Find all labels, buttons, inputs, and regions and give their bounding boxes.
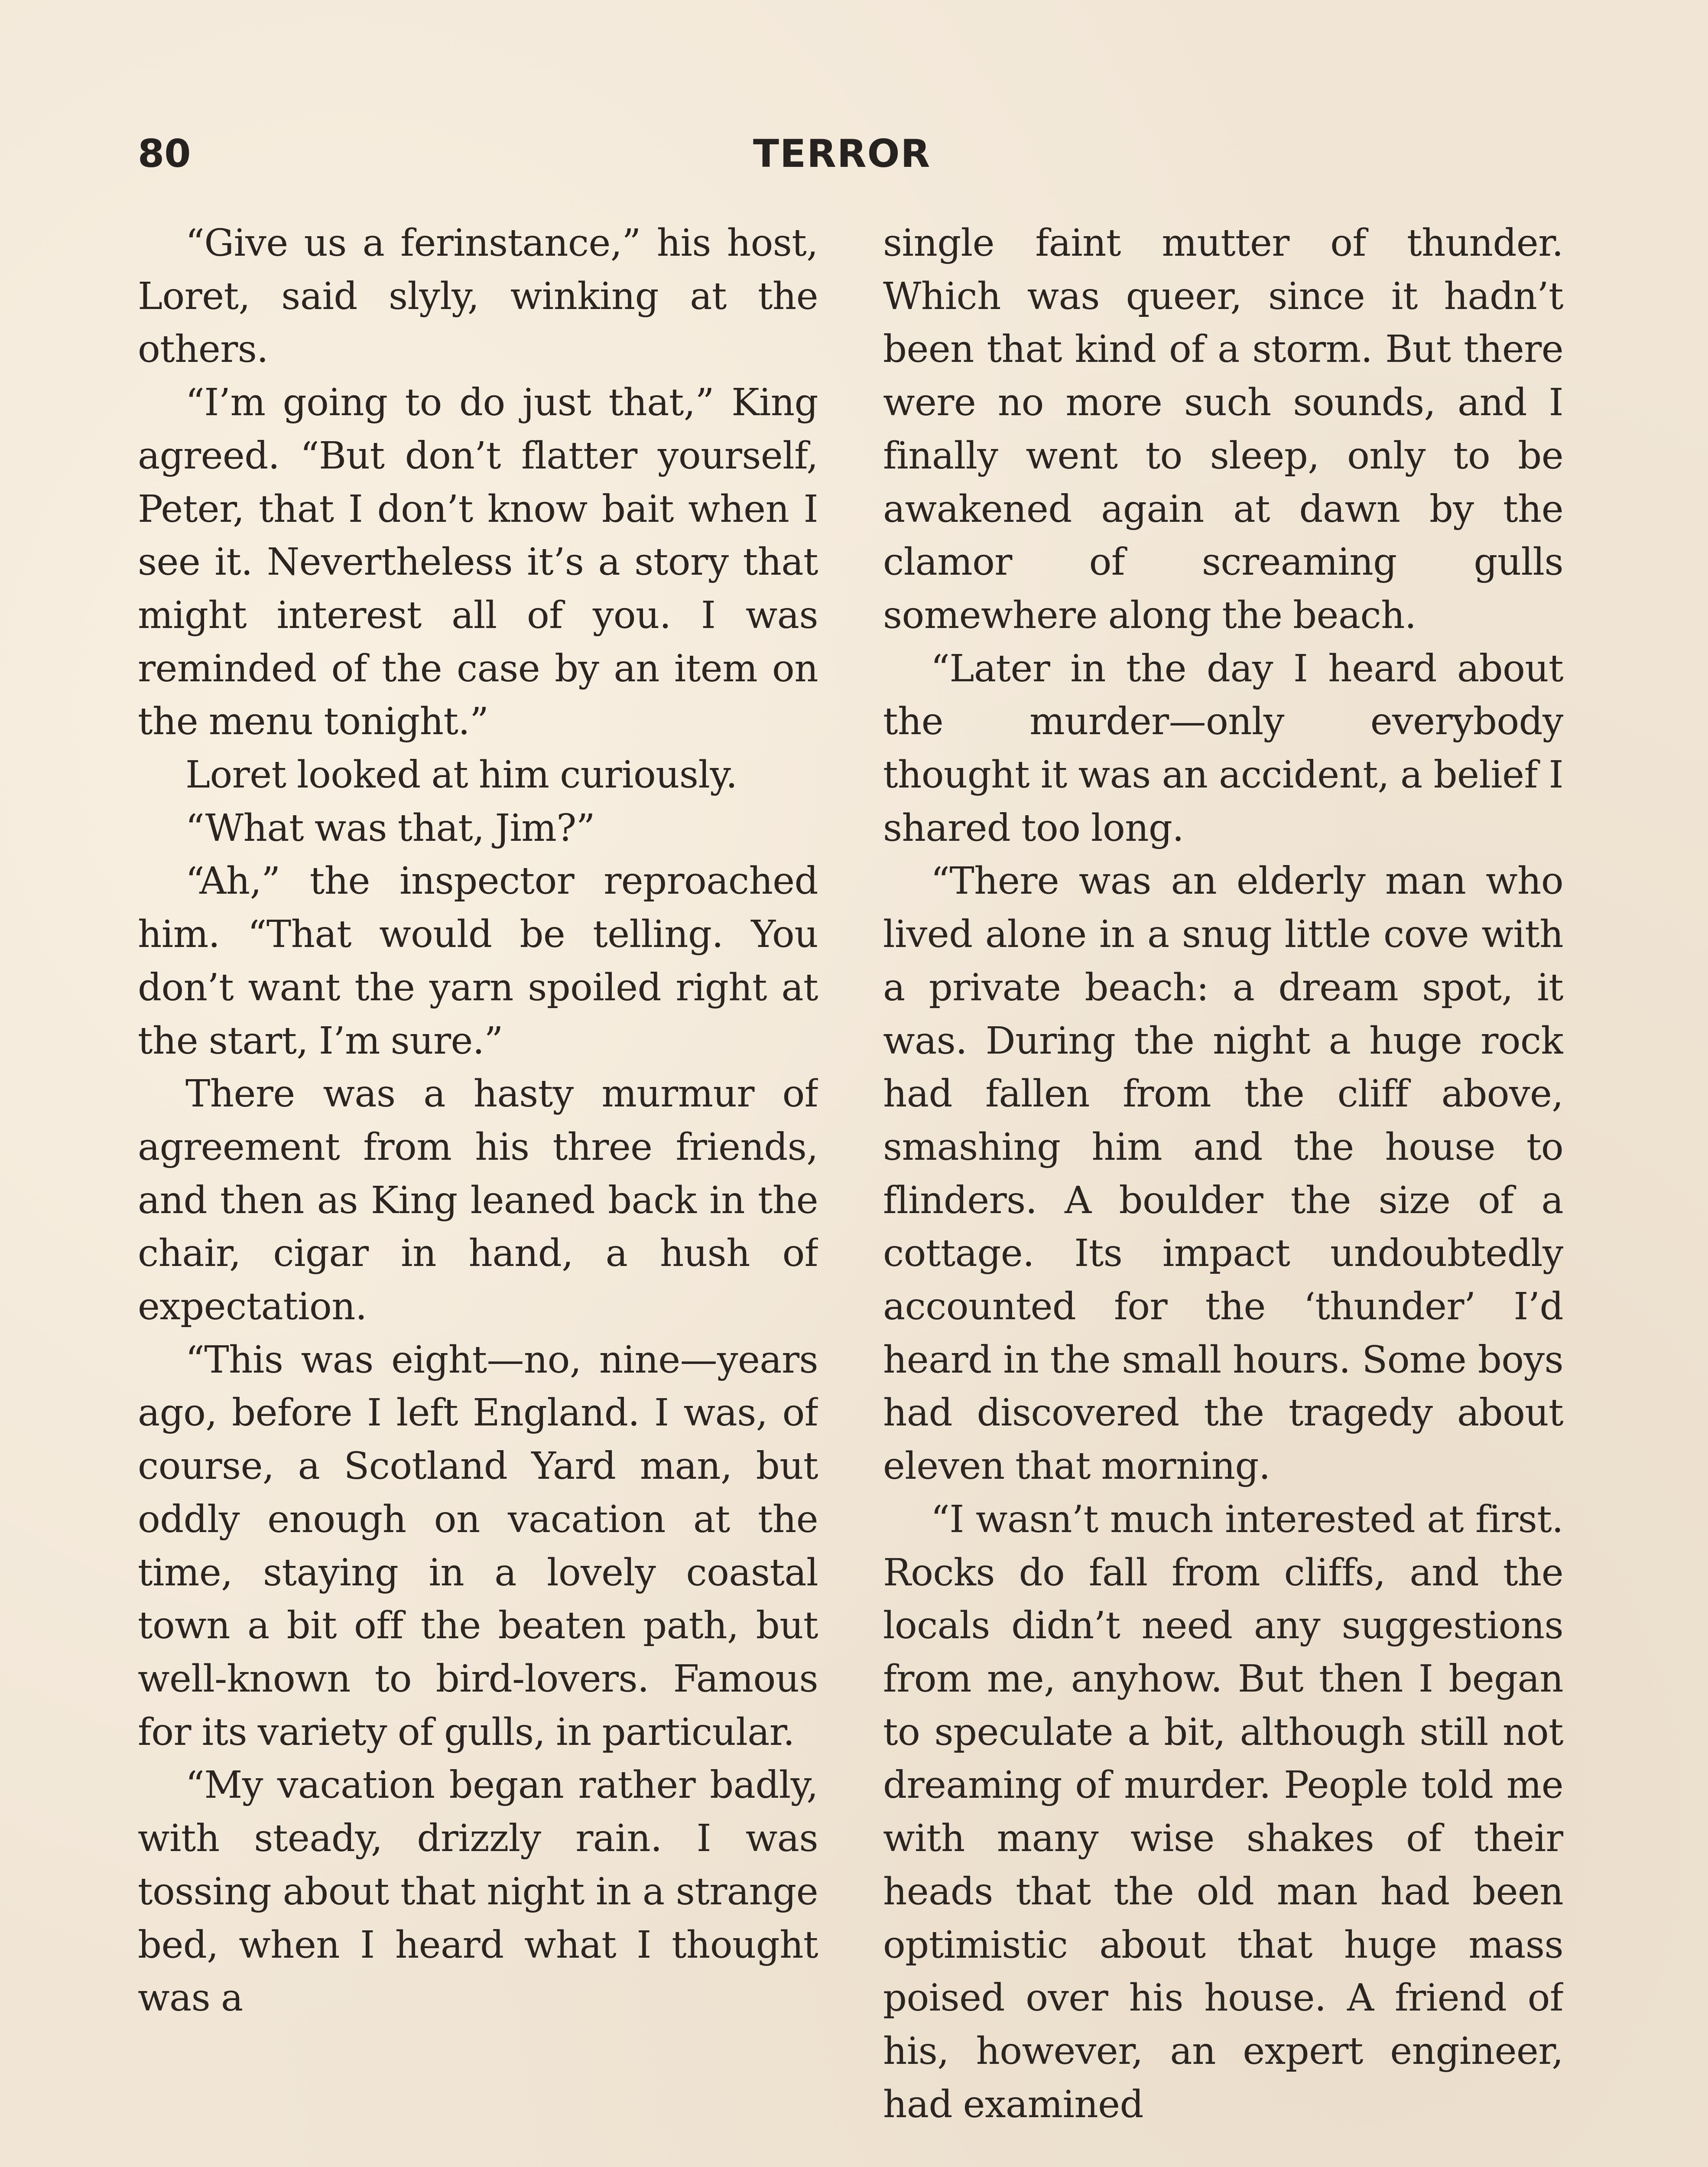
right-column xyxy=(883,217,1563,2167)
paragraph: “I’m going to do just that,” King agreed. “But don’t flatter yourself, Peter, that I don’t know bait when I see it. Nevertheless it’s a story that might interest all of you. I was reminded of the case by an item on the menu tonight.” xyxy=(138,381,818,744)
paragraph: “Later in the day I heard about the murder—only everybody thought it was an accident, a belief I shared too long. xyxy=(883,647,1563,850)
paragraph-continued: single faint mutter of thunder. Which was queer, since it hadn’t been that kind of a storm. But there were no more such sounds, and I finally went to sleep, only to be awakened again at dawn by the clamor of screaming gulls somewhere along the beach. xyxy=(883,221,1563,637)
paragraph: “Give us a ferinstance,” his host, Loret, said slyly, winking at the others. xyxy=(138,221,818,371)
paragraph: “What was that, Jim?” xyxy=(185,806,595,850)
page-number: 80 xyxy=(138,131,191,176)
paragraph: “This was eight—no, nine—years ago, before I left England. I was, of course, a Scotland Yard man, but oddly enough on vacation at the time, staying in a lovely coastal town a bit off the beaten path, but well-known to bird-lovers. Famous for its variety of gulls, in particular. xyxy=(138,1338,818,1754)
paragraph: There was a hasty murmur of agreement from his three friends, and then as King leaned back in the chair, cigar in hand, a hush of expectation. xyxy=(138,1072,818,1329)
page-header xyxy=(138,130,1563,178)
paragraph: “Ah,” the inspector reproached him. “That would be telling. You don’t want the yarn spoiled right at the start, I’m sure.” xyxy=(138,859,818,1063)
left-column xyxy=(138,217,818,2167)
paragraph: “My vacation began rather badly, with steady, drizzly rain. I was tossing about that night in a strange bed, when I heard what I thought was a xyxy=(138,1764,818,2020)
running-title: TERROR xyxy=(753,131,931,176)
paragraph: Loret looked at him curiously. xyxy=(185,753,737,797)
paragraph: “I wasn’t much interested at first. Rocks do fall from cliffs, and the locals didn’t need any suggestions from me, anyhow. But then I began to speculate a bit, although still not dreaming of murder. People told me with many wise shakes of their heads that the old man had been optimistic about that huge mass poised over his house. A friend of his, however, an expert engineer, had examined xyxy=(883,1497,1563,2126)
paragraph: “There was an elderly man who lived alone in a snug little cove with a private beach: a dream spot, it was. During the night a huge rock had fallen from the cliff above, smashing him and the house to flinders. A boulder the size of a cottage. Its impact undoubtedly accounted for the ‘thunder’ I’d heard in the small hours. Some boys had discovered the tragedy about eleven that morning. xyxy=(883,859,1563,1488)
